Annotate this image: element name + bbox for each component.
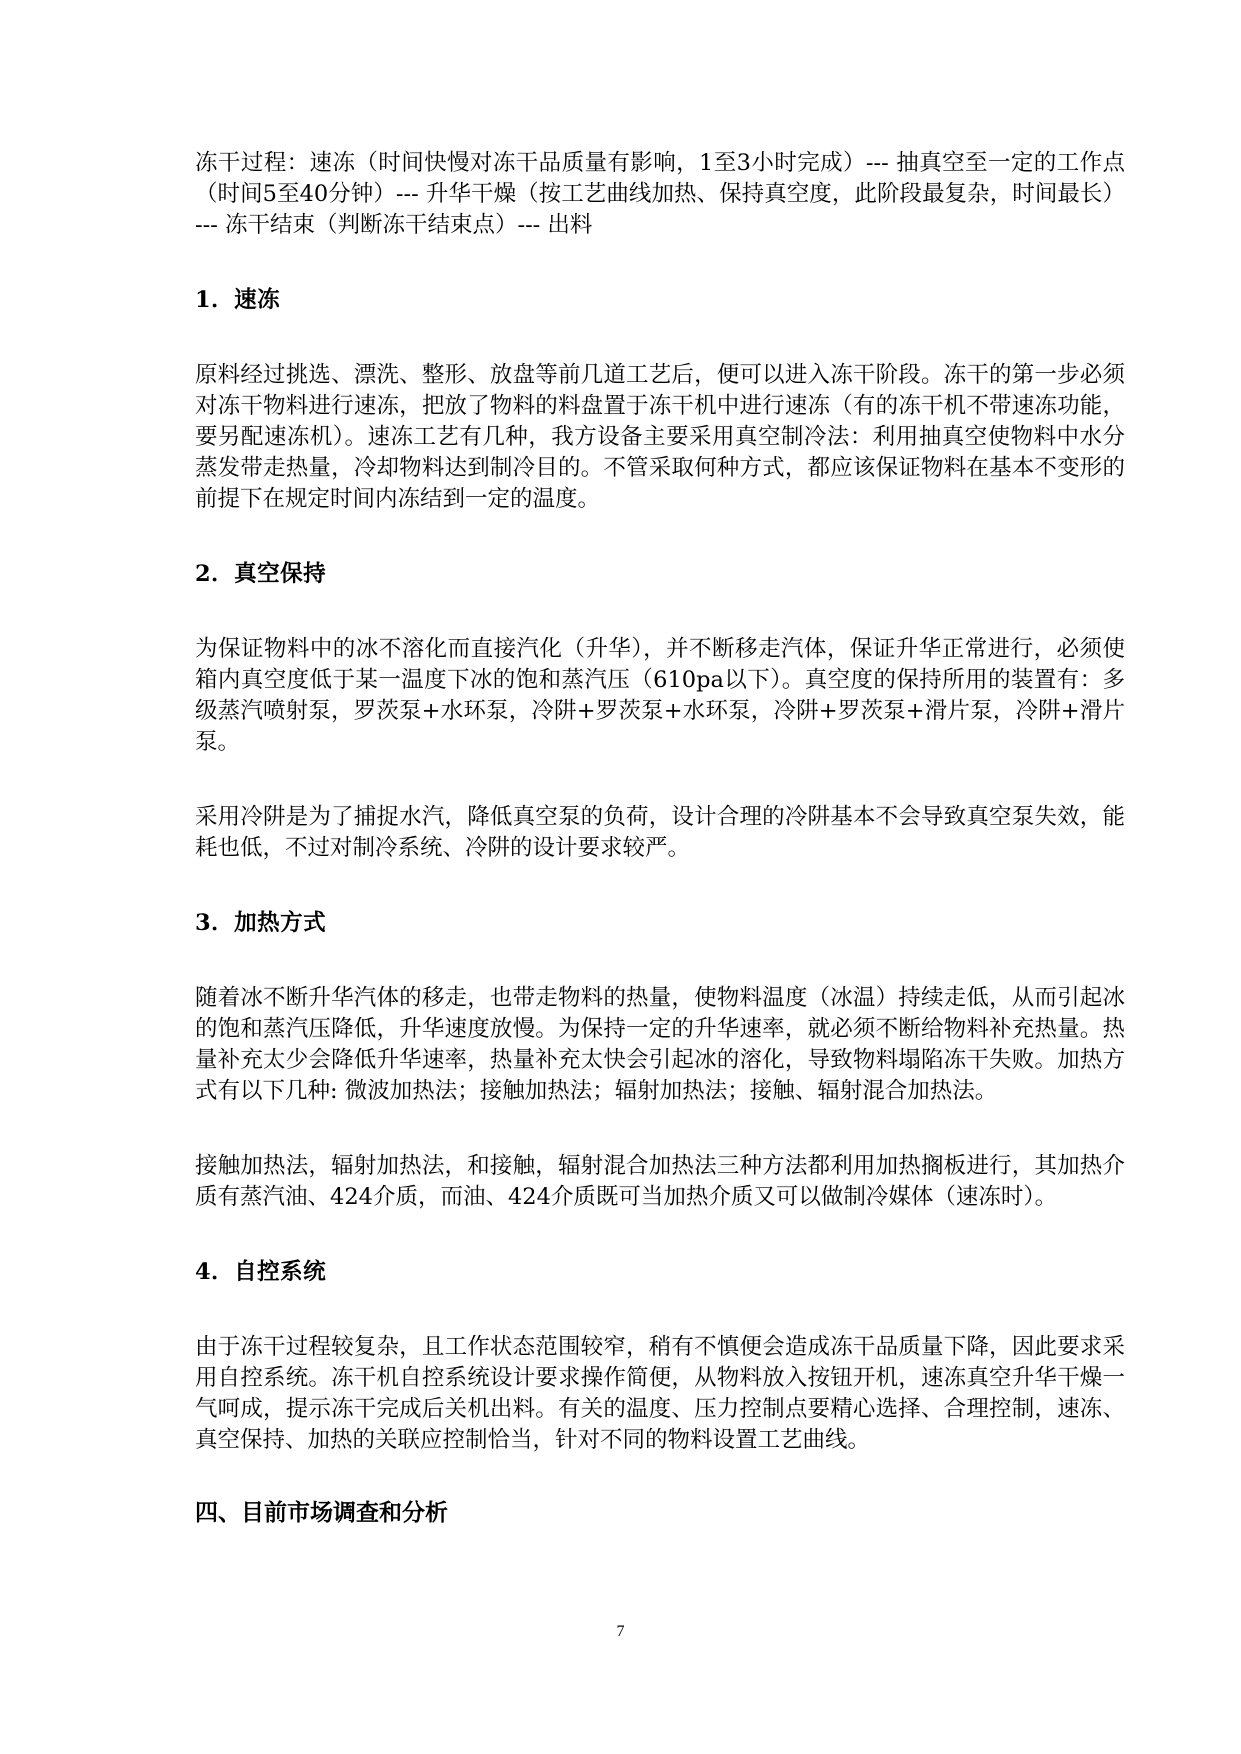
- paragraph-heating-method: 随着冰不断升华汽体的移走，也带走物料的热量，使物料温度（冰温）持续走低，从而引起冰的饱和蒸汽压降低，升华速度放慢。为保持一定的升华速率，就必须不断给物料补充热量。热量补充太少会降低升华速率，热量补充太快会引起冰的溶化，导致物料塌陷冻干失败。加热方式有以下几种: 微波加热法；接触加热法；辐射加热法；接触、辐射混合加热法。: [195, 985, 1125, 1104]
- page-body: [195, 148, 1125, 1456]
- section-heading-auto-control: 4．自控系统: [195, 1259, 327, 1285]
- section-heading-quick-freeze: 1．速冻: [195, 287, 281, 313]
- intro-paragraph: 冻干过程：速冻（时间快慢对冻干品质量有影响，1至3小时完成）--- 抽真空至一定的工作点（时间5至40分钟）--- 升华干燥（按工艺曲线加热、保持真空度，此阶段最复杂，时间最长）--- 冻干结束（判断冻干结束点）--- 出料: [195, 150, 1125, 238]
- page-number: 7: [616, 1623, 625, 1640]
- paragraph-heating-media: 接触加热法，辐射加热法，和接触，辐射混合加热法三种方法都利用加热搁板进行，其加热介质有蒸汽油、424介质，而油、424介质既可当加热介质又可以做制冷媒体（速冻时）。: [195, 1153, 1125, 1210]
- section-heading-heating-method: 3．加热方式: [195, 910, 327, 936]
- paragraph-vacuum-hold: 为保证物料中的冰不溶化而直接汽化（升华），并不断移走汽体，保证升华正常进行，必须使箱内真空度低于某一温度下冰的饱和蒸汽压（610pa以下）。真空度的保持所用的装置有：多级蒸汽喷射泵，罗茨泵+水环泵，冷阱+罗茨泵+水环泵，冷阱+罗茨泵+滑片泵，冷阱+滑片泵。: [195, 636, 1125, 755]
- section-heading-vacuum-hold: 2．真空保持: [195, 561, 327, 587]
- chapter-heading: 四、目前市场调查和分析: [195, 1500, 448, 1526]
- paragraph-auto-control: 由于冻干过程较复杂，且工作状态范围较窄，稍有不慎便会造成冻干品质量下降，因此要求采用自控系统。冻干机自控系统设计要求操作简便，从物料放入按钮开机，速冻真空升华干燥一气呵成，提示冻干完成后关机出料。有关的温度、压力控制点要精心选择、合理控制，速冻、真空保持、加热的关联应控制恰当，针对不同的物料设置工艺曲线。: [195, 1334, 1125, 1453]
- paragraph-quick-freeze: 原料经过挑选、漂洗、整形、放盘等前几道工艺后，便可以进入冻干阶段。冻干的第一步必须对冻干物料进行速冻，把放了物料的料盘置于冻干机中进行速冻（有的冻干机不带速冻功能，要另配速冻机）。速冻工艺有几种，我方设备主要采用真空制冷法：利用抽真空使物料中水分蒸发带走热量，冷却物料达到制冷目的。不管采取何种方式，都应该保证物料在基本不变形的前提下在规定时间内冻结到一定的温度。: [195, 362, 1125, 512]
- paragraph-cold-trap: 采用冷阱是为了捕捉水汽，降低真空泵的负荷，设计合理的冷阱基本不会导致真空泵失效，能耗也低，不过对制冷系统、冷阱的设计要求较严。: [195, 804, 1125, 861]
